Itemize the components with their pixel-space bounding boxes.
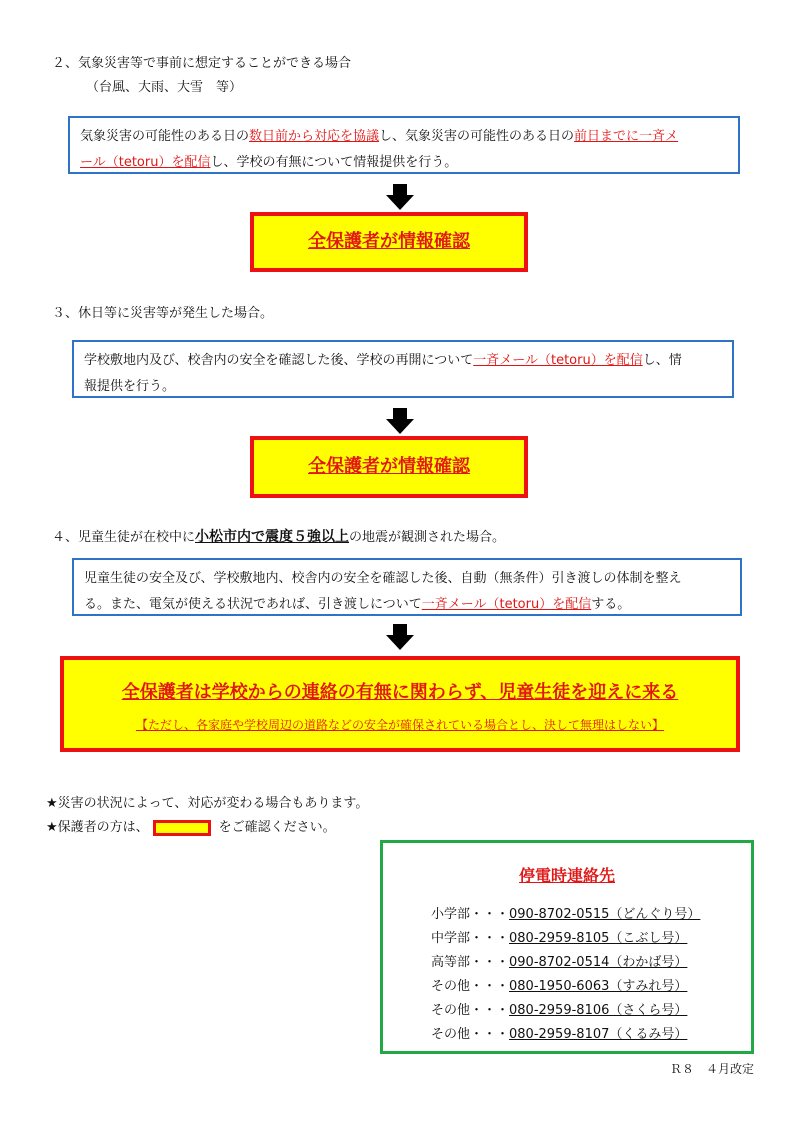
text: をご確認ください。 (218, 820, 336, 835)
contact-box (380, 840, 754, 1054)
contact-row (431, 903, 700, 922)
highlight-text: 一斉メール（tetoru）を配信 (473, 353, 643, 368)
text: ４、児童生徒が在校中に (52, 530, 196, 545)
alert-subtext: 【ただし、各家庭や学校周辺の道路などの安全が確保されている場合とし、決して無理はしない】 (135, 718, 664, 732)
contact-label: その他・・・ (431, 1003, 510, 1018)
note-1: ★災害の状況によって、対応が変わる場合もあります。 (46, 796, 369, 811)
alert-box (250, 436, 528, 498)
note-2 (46, 816, 336, 836)
highlight-text: 一斉メール（tetoru）を配信 (421, 597, 592, 612)
alert-text: 全保護者が情報確認 (308, 456, 470, 477)
contact-row (431, 1023, 687, 1042)
highlight-text: 前日までに一斉メ (574, 129, 679, 144)
alert-text: 全保護者は学校からの連絡の有無に関わらず、児童生徒を迎えに来る (121, 682, 679, 703)
text: する。 (591, 597, 631, 612)
contact-number[interactable]: 080-2959-8106（さくら号） (509, 1003, 688, 1018)
text: 学校敷地内及び、校舎内の安全を確認した後、学校の再開について (84, 353, 474, 368)
section2-heading: ２、気象災害等で事前に想定することができる場合 (52, 56, 352, 71)
contact-number[interactable]: 090-8702-0515（どんぐり号） (509, 907, 701, 922)
down-arrow-icon (386, 184, 414, 210)
contact-number[interactable]: 080-2959-8105（こぶし号） (509, 931, 688, 946)
highlight-text: ール（tetoru）を配信 (80, 155, 211, 170)
section3-heading: ３、休日等に災害等が発生した場合。 (52, 306, 274, 321)
alert-legend-swatch (153, 820, 211, 836)
contact-row (431, 951, 687, 970)
contact-row (431, 999, 687, 1018)
contact-label: その他・・・ (431, 979, 510, 994)
alert-box-large (60, 656, 740, 752)
contact-number[interactable]: 080-1950-6063（すみれ号） (509, 979, 688, 994)
emphasis-text: 小松市内で震度５強以上 (195, 529, 350, 545)
down-arrow-icon (386, 624, 414, 650)
down-arrow-icon (386, 408, 414, 434)
contact-label: 小学部・・・ (431, 907, 510, 922)
text: の地震が観測された場合。 (349, 530, 506, 545)
contact-label: 中学部・・・ (431, 931, 510, 946)
text: し、学校の有無について情報提供を行う。 (210, 155, 458, 170)
contact-title: 停電時連絡先 (518, 866, 615, 885)
contact-label: 高等部・・・ (431, 955, 510, 970)
text: る。また、電気が使える状況であれば、引き渡しについて (84, 597, 422, 612)
text: し、気象災害の可能性のある日の (379, 129, 575, 144)
section4-heading (52, 526, 505, 546)
text: 児童生徒の安全及び、学校敷地内、校舎内の安全を確認した後、自動（無条件）引き渡しの体制を整え (84, 571, 682, 586)
section3-info-box (72, 340, 734, 398)
section4-info-box (72, 558, 742, 616)
highlight-text: 数日前から対応を協議 (249, 129, 380, 144)
contact-row (431, 927, 687, 946)
section2-info-box (68, 116, 740, 174)
text: ★保護者の方は、 (46, 820, 149, 835)
contact-number[interactable]: 080-2959-8107（くるみ号） (509, 1027, 688, 1042)
contact-label: その他・・・ (431, 1027, 510, 1042)
revision-note: Ｒ８ ４月改定 (669, 1062, 754, 1076)
text: 報提供を行う。 (84, 379, 176, 394)
contact-number[interactable]: 090-8702-0514（わかば号） (509, 955, 688, 970)
section2-example: （台風、大雨、大雪 等） (86, 80, 243, 95)
alert-box (250, 212, 528, 272)
alert-text: 全保護者が情報確認 (308, 231, 470, 252)
text: し、情 (642, 353, 682, 368)
text: 気象災害の可能性のある日の (80, 129, 250, 144)
contact-row (431, 975, 687, 994)
